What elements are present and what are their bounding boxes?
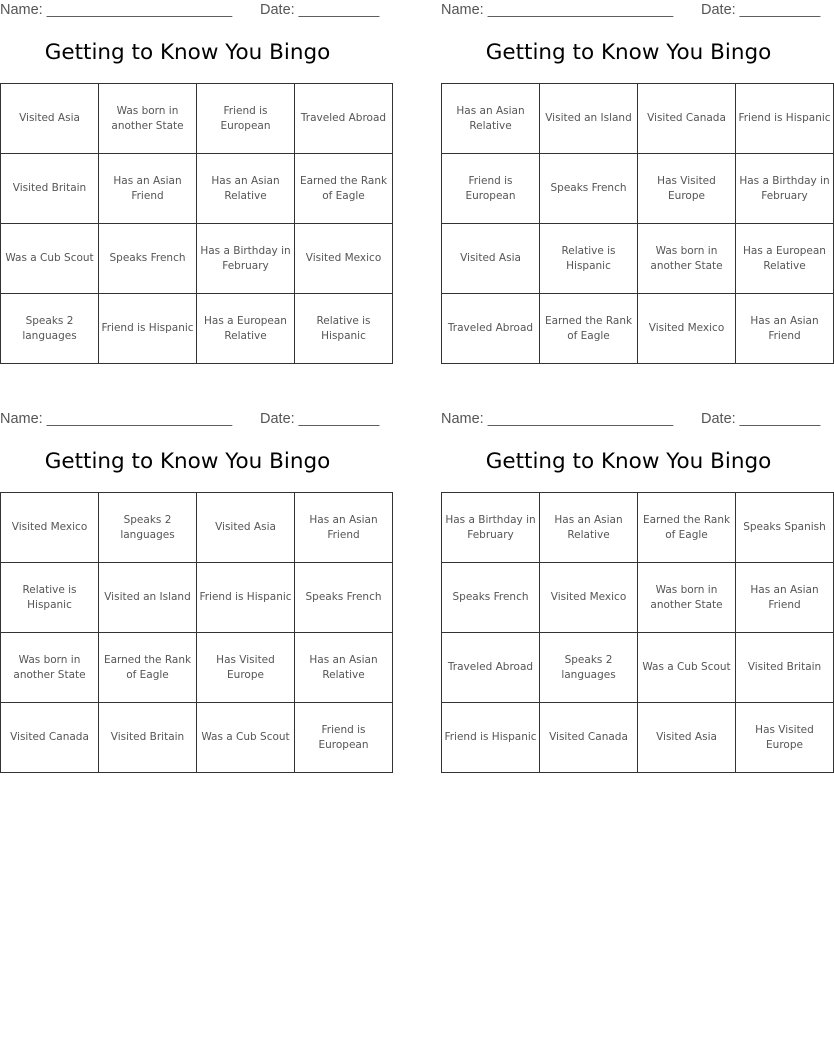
bingo-grid bbox=[0, 492, 393, 773]
bingo-grid bbox=[441, 492, 834, 773]
bingo-square[interactable]: Speaks French bbox=[295, 563, 393, 633]
date-field[interactable]: Date: __________ bbox=[701, 2, 821, 18]
grid-row bbox=[1, 294, 393, 364]
name-date-row bbox=[0, 0, 380, 22]
grid-row bbox=[442, 294, 834, 364]
bingo-square[interactable]: Visited Asia bbox=[638, 703, 736, 773]
grid-row bbox=[1, 224, 393, 294]
grid-row bbox=[442, 703, 834, 773]
bingo-square[interactable]: Speaks French bbox=[442, 563, 540, 633]
bingo-card bbox=[441, 409, 826, 751]
bingo-square[interactable]: Was born in another State bbox=[638, 224, 736, 294]
bingo-square[interactable]: Has a Birthday in February bbox=[197, 224, 295, 294]
bingo-square[interactable]: Has an Asian Friend bbox=[736, 563, 834, 633]
grid-row bbox=[442, 154, 834, 224]
bingo-square[interactable]: Visited Britain bbox=[736, 633, 834, 703]
bingo-square[interactable]: Traveled Abroad bbox=[442, 633, 540, 703]
grid-row bbox=[442, 224, 834, 294]
date-field[interactable]: Date: __________ bbox=[701, 411, 821, 427]
bingo-card bbox=[441, 0, 831, 342]
bingo-square[interactable]: Has Visited Europe bbox=[197, 633, 295, 703]
bingo-square[interactable]: Was born in another State bbox=[638, 563, 736, 633]
bingo-square[interactable]: Friend is Hispanic bbox=[197, 563, 295, 633]
bingo-square[interactable]: Speaks French bbox=[540, 154, 638, 224]
bingo-square[interactable]: Visited Mexico bbox=[1, 493, 99, 563]
bingo-square[interactable]: Earned the Rank of Eagle bbox=[295, 154, 393, 224]
bingo-square[interactable]: Has Visited Europe bbox=[638, 154, 736, 224]
bingo-square[interactable]: Traveled Abroad bbox=[295, 84, 393, 154]
grid-row bbox=[442, 633, 834, 703]
grid-row bbox=[1, 703, 393, 773]
name-field[interactable]: Name: _______________________ bbox=[0, 2, 233, 18]
bingo-square[interactable]: Relative is Hispanic bbox=[1, 563, 99, 633]
bingo-square[interactable]: Was a Cub Scout bbox=[197, 703, 295, 773]
grid-row bbox=[1, 563, 393, 633]
bingo-square[interactable]: Has an Asian Relative bbox=[540, 493, 638, 563]
bingo-square[interactable]: Friend is Hispanic bbox=[99, 294, 197, 364]
bingo-square[interactable]: Has a Birthday in February bbox=[736, 154, 834, 224]
date-field[interactable]: Date: __________ bbox=[260, 411, 380, 427]
name-date-row bbox=[0, 409, 380, 431]
bingo-square[interactable]: Visited Mexico bbox=[638, 294, 736, 364]
bingo-square[interactable]: Was born in another State bbox=[99, 84, 197, 154]
bingo-square[interactable]: Friend is Hispanic bbox=[442, 703, 540, 773]
grid-row bbox=[1, 493, 393, 563]
bingo-square[interactable]: Friend is European bbox=[442, 154, 540, 224]
bingo-square[interactable]: Has an Asian Friend bbox=[99, 154, 197, 224]
bingo-square[interactable]: Visited Canada bbox=[638, 84, 736, 154]
bingo-square[interactable]: Speaks 2 languages bbox=[540, 633, 638, 703]
bingo-square[interactable]: Has an Asian Friend bbox=[295, 493, 393, 563]
name-field[interactable]: Name: _______________________ bbox=[441, 411, 674, 427]
bingo-square[interactable]: Relative is Hispanic bbox=[295, 294, 393, 364]
bingo-square[interactable]: Visited an Island bbox=[540, 84, 638, 154]
name-field[interactable]: Name: _______________________ bbox=[0, 411, 233, 427]
bingo-square[interactable]: Friend is Hispanic bbox=[736, 84, 834, 154]
bingo-square[interactable]: Has an Asian Relative bbox=[197, 154, 295, 224]
bingo-square[interactable]: Visited an Island bbox=[99, 563, 197, 633]
bingo-square[interactable]: Speaks 2 languages bbox=[1, 294, 99, 364]
bingo-square[interactable]: Has an Asian Relative bbox=[442, 84, 540, 154]
bingo-square[interactable]: Has a European Relative bbox=[197, 294, 295, 364]
bingo-square[interactable]: Has a Birthday in February bbox=[442, 493, 540, 563]
bingo-square[interactable]: Was born in another State bbox=[1, 633, 99, 703]
bingo-square[interactable]: Friend is European bbox=[295, 703, 393, 773]
bingo-square[interactable]: Visited Mexico bbox=[295, 224, 393, 294]
bingo-square[interactable]: Visited Asia bbox=[1, 84, 99, 154]
grid-row bbox=[1, 633, 393, 703]
grid-row bbox=[1, 84, 393, 154]
card-title: Getting to Know You Bingo bbox=[485, 40, 772, 65]
bingo-square[interactable]: Speaks French bbox=[99, 224, 197, 294]
grid-row bbox=[442, 84, 834, 154]
card-title: Getting to Know You Bingo bbox=[44, 40, 331, 65]
grid-row bbox=[442, 493, 834, 563]
bingo-square[interactable]: Friend is European bbox=[197, 84, 295, 154]
date-field[interactable]: Date: __________ bbox=[260, 2, 380, 18]
grid-row bbox=[1, 154, 393, 224]
bingo-square[interactable]: Has an Asian Friend bbox=[736, 294, 834, 364]
name-date-row bbox=[441, 0, 821, 22]
bingo-square[interactable]: Earned the Rank of Eagle bbox=[638, 493, 736, 563]
bingo-square[interactable]: Has an Asian Relative bbox=[295, 633, 393, 703]
bingo-square[interactable]: Visited Britain bbox=[99, 703, 197, 773]
name-date-row bbox=[441, 409, 821, 431]
bingo-grid bbox=[0, 83, 393, 364]
bingo-square[interactable]: Visited Asia bbox=[442, 224, 540, 294]
bingo-square[interactable]: Traveled Abroad bbox=[442, 294, 540, 364]
bingo-card bbox=[0, 0, 388, 342]
bingo-grid bbox=[441, 83, 834, 364]
grid-row bbox=[442, 563, 834, 633]
bingo-square[interactable]: Earned the Rank of Eagle bbox=[99, 633, 197, 703]
bingo-square[interactable]: Was a Cub Scout bbox=[1, 224, 99, 294]
bingo-square[interactable]: Relative is Hispanic bbox=[540, 224, 638, 294]
card-title: Getting to Know You Bingo bbox=[485, 449, 772, 474]
bingo-card bbox=[0, 409, 382, 751]
bingo-square[interactable]: Speaks 2 languages bbox=[99, 493, 197, 563]
bingo-square[interactable]: Has a European Relative bbox=[736, 224, 834, 294]
bingo-square[interactable]: Has Visited Europe bbox=[736, 703, 834, 773]
card-title: Getting to Know You Bingo bbox=[44, 449, 331, 474]
bingo-square[interactable]: Visited Mexico bbox=[540, 563, 638, 633]
name-field[interactable]: Name: _______________________ bbox=[441, 2, 674, 18]
bingo-square[interactable]: Visited Asia bbox=[197, 493, 295, 563]
bingo-square[interactable]: Earned the Rank of Eagle bbox=[540, 294, 638, 364]
bingo-square[interactable]: Was a Cub Scout bbox=[638, 633, 736, 703]
bingo-square[interactable]: Visited Britain bbox=[1, 154, 99, 224]
bingo-square[interactable]: Visited Canada bbox=[1, 703, 99, 773]
bingo-square[interactable]: Speaks Spanish bbox=[736, 493, 834, 563]
bingo-square[interactable]: Visited Canada bbox=[540, 703, 638, 773]
